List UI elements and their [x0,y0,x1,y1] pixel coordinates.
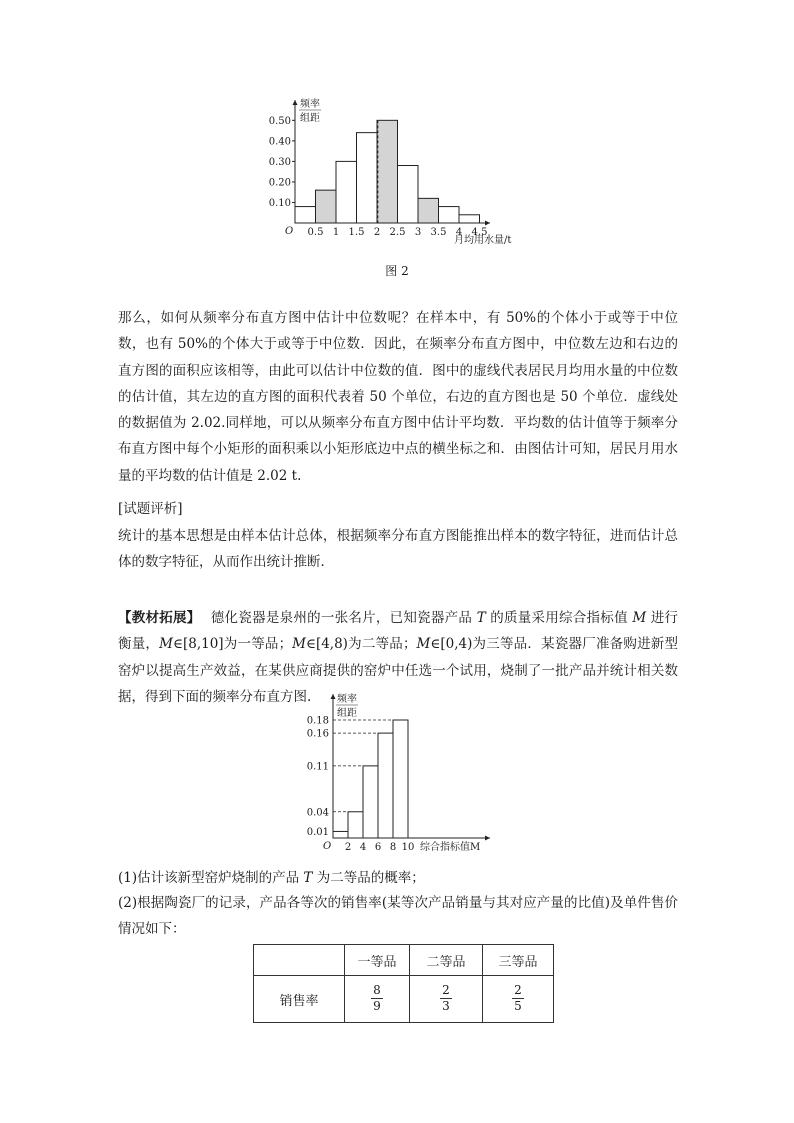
x-axis-arrow [485,836,490,841]
histogram-bar [439,207,460,223]
x-tick-label: 8 [389,842,397,853]
variable-M-3: M [292,636,306,653]
x-tick-label: 3.5 [430,227,447,238]
histogram-bar [377,120,398,223]
table-header-empty [254,945,345,976]
x-tick-label: 4.5 [471,227,488,238]
table-row-label: 销售率 [254,976,345,1023]
water-usage-histogram [268,92,538,252]
y-label-top: 频率 [337,694,357,705]
question-2: (2)根据陶瓷厂的记录，产品各等次的销售率(某等次产品销量与其对应产量的比值)及单件售价情况如下： [118,895,678,938]
y-tick-label: 0.40 [268,136,291,148]
histogram-bar [398,166,419,224]
median-explanation-paragraph: 那么，如何从频率分布直方图中估计中位数呢？在样本中，有 50%的个体小于或等于中位数，也有 50%的个体大于或等于中位数．因此，在频率分布直方图中，中位数左边和右边的直方图的面积应该相等，由此可以估计中位数的值．图中的虚线代表居民月均用水量的中位数的估计值，其左边的直方图的面积代表着 50 个单位，右边的直方图也是 50 个单位．虚线处的数据值为 2.02.同样地，可以从频率分布直方图中估计平均数．平均数的估计值等于频率分布直方图中每个小矩形的面积乘以小矩形底边中点的横坐标之和．由图估计可知，居民月用水量的平均数的估计值是 2.02 t. [118,310,678,484]
variable-T: T [476,610,486,626]
y-tick-label: 0.30 [268,156,291,168]
sales-rate-table [253,944,554,1023]
y-tick-label: 0.20 [268,177,291,189]
y-axis-arrow [331,694,336,699]
table-cell-first: $\frac{8}{9}$ [345,976,410,1023]
variable-M: M [632,610,647,626]
variable-M-4: M [416,636,431,653]
extension-text-f: ∈[0,4)为三等品．某瓷器厂准备购进新型窑炉以提高生产效益，在某供应商提供的窑炉中任选一个试用，烧制了一批产品并统计相关数据，得到下面的频率分布直方图. [118,636,679,705]
x-axis-label: 综合指标值M [420,842,481,853]
quality-index-histogram [300,690,500,860]
extension-text-d: ∈[8,10]为一等品； [172,636,293,653]
variable-M-2: M [159,636,173,653]
histogram-bar [348,812,363,838]
histogram-bar [295,207,316,223]
x-tick-label: 0.5 [307,227,324,238]
figure-caption: 图 2 [385,264,409,278]
extension-text-c: 进行衡量， [118,610,679,653]
table-header-second-grade: 二等品 [410,945,483,976]
x-axis-arrow [485,221,490,226]
x-tick-label: 4 [359,842,367,853]
y-tick-label: 0.04 [306,807,329,819]
y-label-bottom: 组距 [300,113,320,124]
x-tick-label: 10 [401,842,415,853]
histogram-bar [357,133,378,223]
extension-text-a: 德化瓷器是泉州的一张名片，已知瓷器产品 [210,610,477,626]
x-tick-label: 2 [344,842,352,853]
y-tick-label: 0.18 [306,715,329,727]
x-tick-label: 2.5 [389,227,406,238]
y-tick-label: 0.01 [306,826,329,838]
y-tick-label: 0.11 [306,761,329,773]
histogram-bar [418,198,439,223]
y-label-bottom: 组距 [337,708,357,719]
table-cell-second: $\frac{2}{3}$ [410,976,483,1023]
histogram-bar [459,215,480,223]
y-axis-arrow [293,100,298,105]
y-tick-label: 0.50 [268,115,291,127]
origin-label: O [323,841,332,852]
histogram-bar [393,720,408,838]
x-tick-label: 4 [455,227,463,238]
eval-label: [试题评析] [118,501,183,517]
x-axis-label: 月均用水量/t [454,235,512,246]
x-tick-label: 2 [373,227,381,238]
x-tick-label: 1.5 [348,227,365,238]
histogram-bar [336,161,357,223]
histogram-bar [363,766,378,838]
table-header-third-grade: 三等品 [483,945,554,976]
table-cell-third: $\frac{2}{5}$ [483,976,554,1023]
extension-label: 【教材拓展】 [118,610,201,626]
origin-label: O [285,226,294,237]
table-header-first-grade: 一等品 [345,945,410,976]
histogram-bar [378,733,393,838]
question-1: (1)估计该新型窑炉烧制的产品 T 为二等品的概率； [118,870,425,886]
extension-text-e: ∈[4,8)为二等品； [305,636,417,653]
y-label-top: 频率 [300,99,320,110]
x-tick-label: 6 [374,842,382,853]
y-tick-label: 0.16 [306,728,329,740]
x-tick-label: 3 [414,227,422,238]
eval-paragraph: 统计的基本思想是由样本估计总体，根据频率分布直方图能推出样本的数字特征，进而估计总体的数字特征，从而作出统计推断． [118,528,678,571]
histogram-bar [316,190,337,223]
x-tick-label: 1 [332,227,340,238]
histogram-bar [333,831,348,838]
y-tick-label: 0.10 [268,197,291,209]
extension-text-b: 的质量采用综合指标值 [485,610,633,626]
